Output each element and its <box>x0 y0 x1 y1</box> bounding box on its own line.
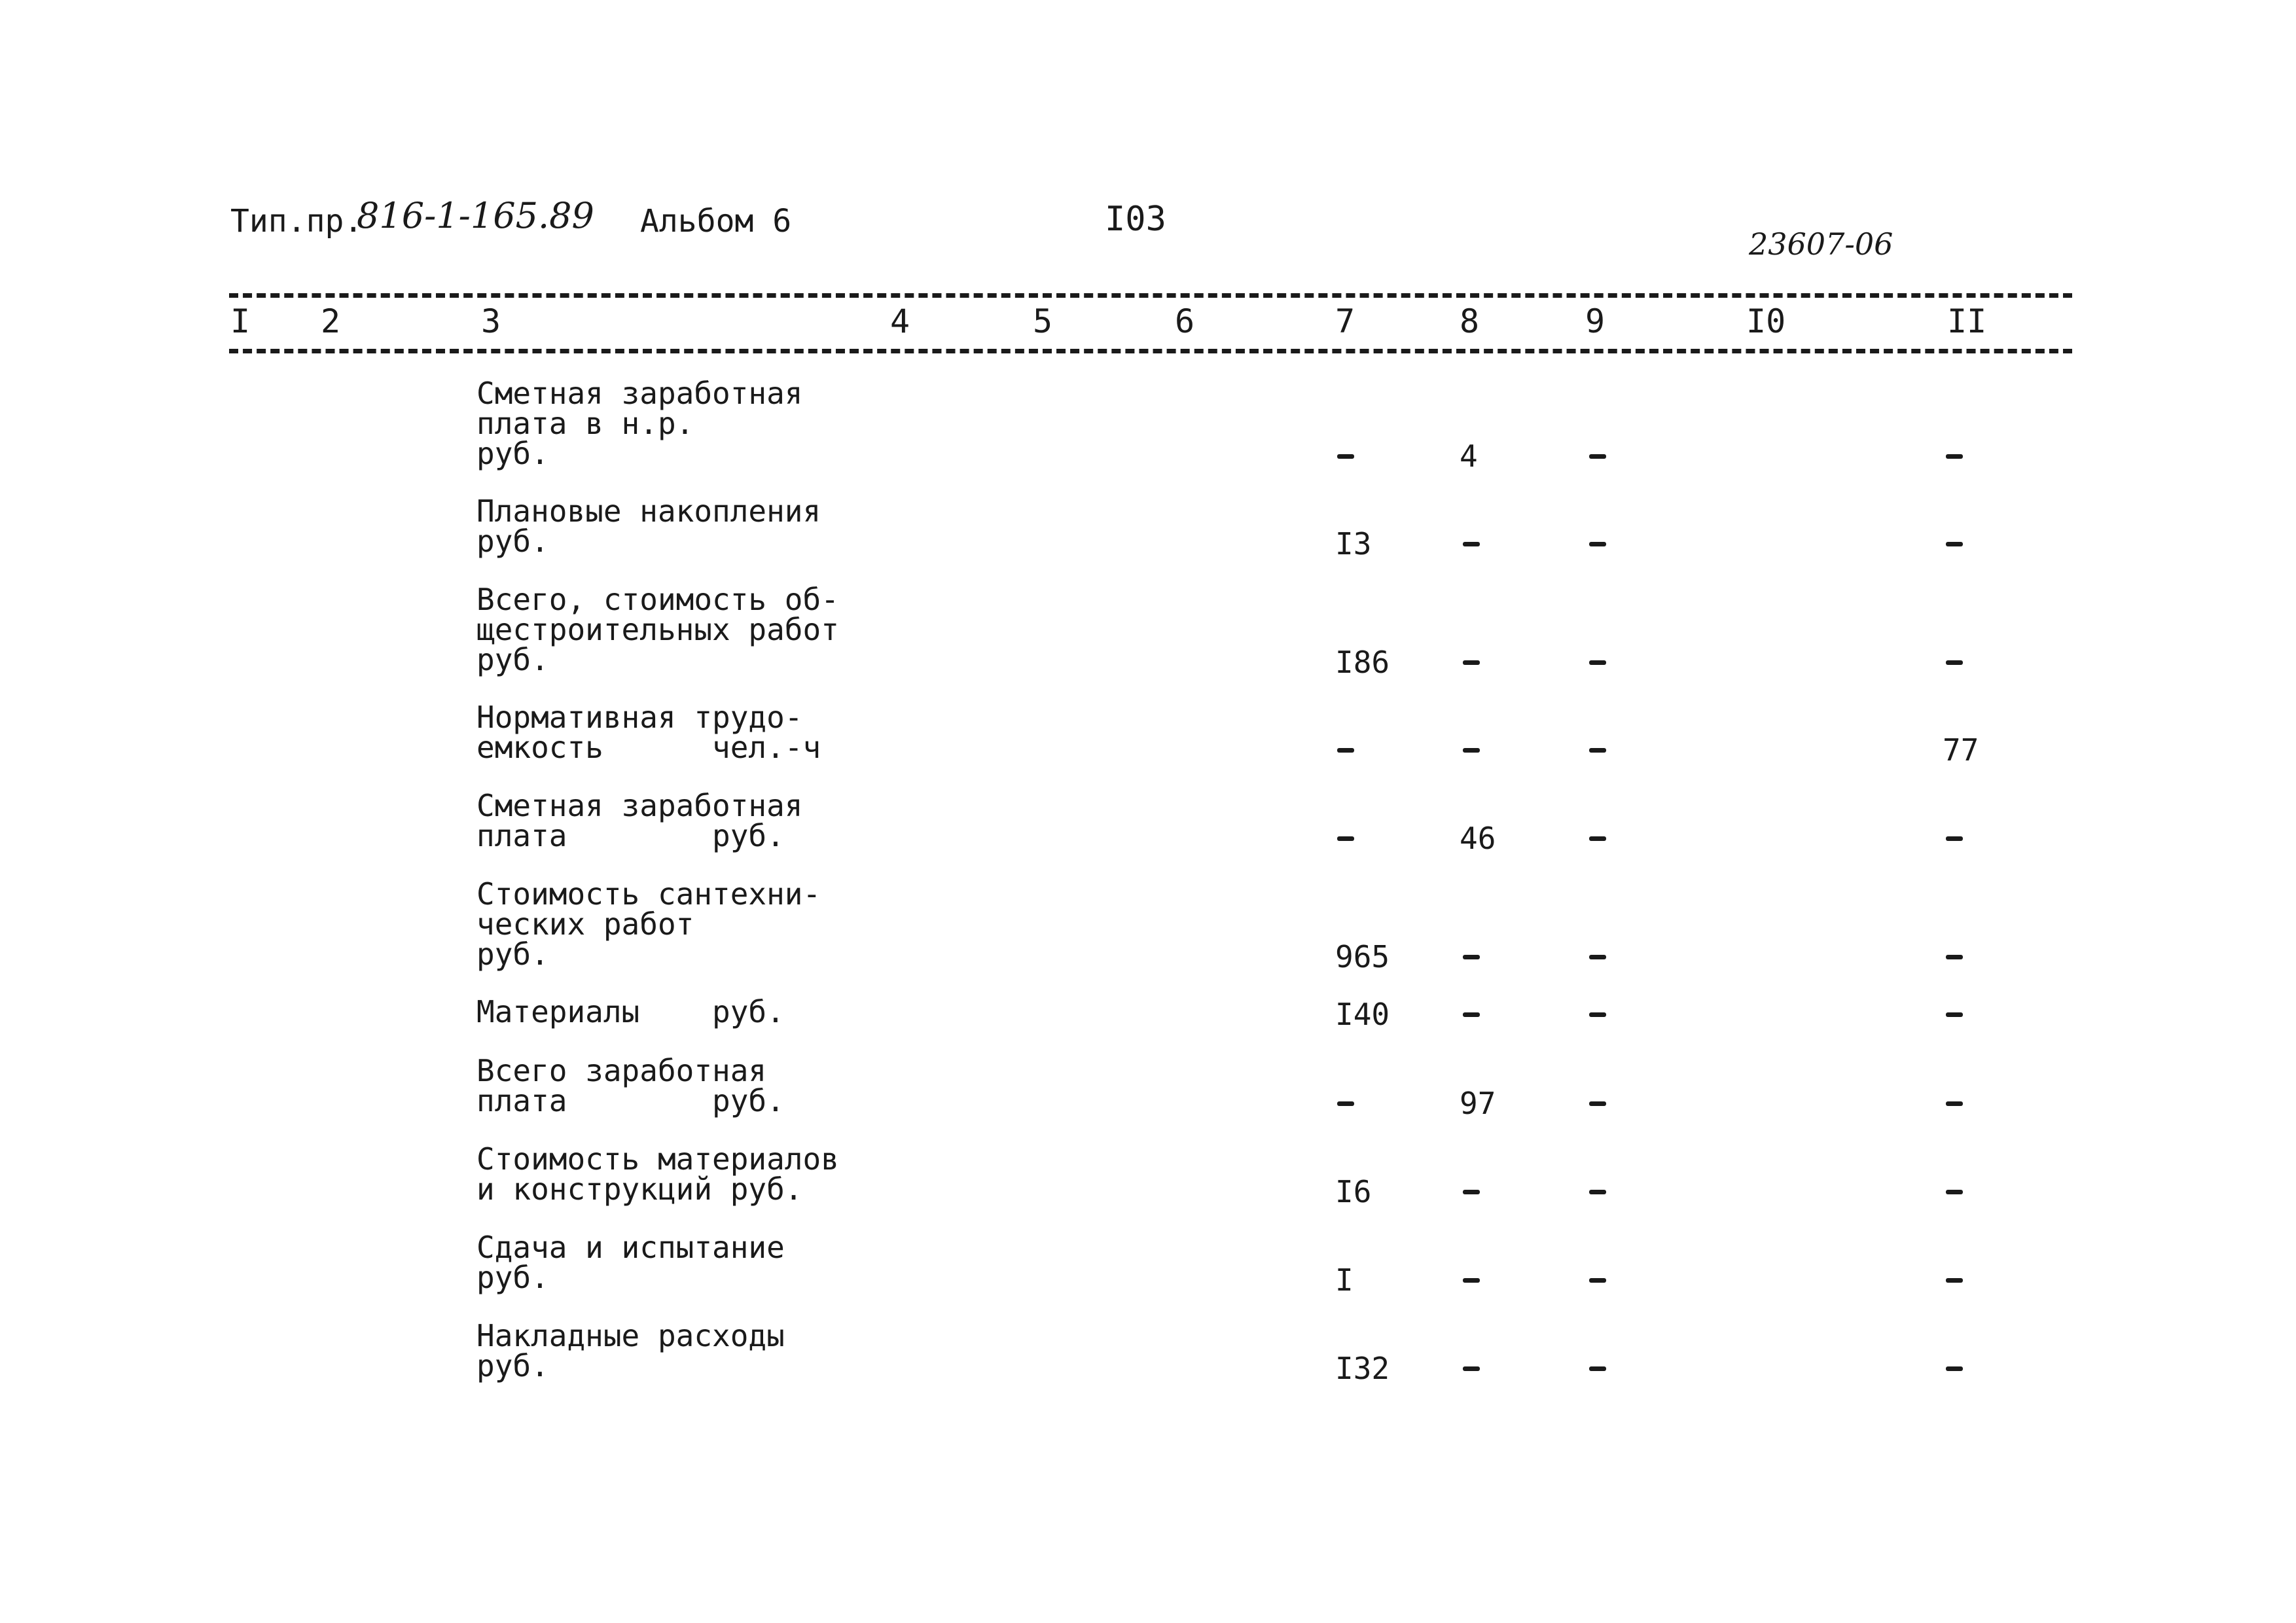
col-header-9: 9 <box>1585 302 1605 340</box>
row-label: Всего, стоимость об- щестроительных работ руб. <box>476 582 839 677</box>
value-cell: I40 <box>1335 997 1390 1032</box>
col-header-11: II <box>1947 302 1987 340</box>
empty-value-dash <box>1946 1101 1963 1106</box>
value-cell: I <box>1335 1262 1354 1298</box>
empty-value-dash <box>1463 1278 1480 1283</box>
empty-value-dash <box>1337 454 1354 459</box>
col-header-10: I0 <box>1746 302 1786 340</box>
empty-value-dash <box>1946 1366 1963 1371</box>
empty-value-dash <box>1589 1190 1606 1194</box>
table-top-rule <box>229 293 2072 298</box>
empty-value-dash <box>1589 836 1606 841</box>
empty-value-dash <box>1589 454 1606 459</box>
empty-value-dash <box>1946 1012 1963 1017</box>
col-header-1: I <box>230 302 251 340</box>
empty-value-dash <box>1946 454 1963 459</box>
empty-value-dash <box>1946 660 1963 665</box>
header-prefix: Тип.пр. <box>230 203 363 240</box>
empty-value-dash <box>1589 1012 1606 1017</box>
empty-value-dash <box>1337 1101 1354 1106</box>
empty-value-dash <box>1337 836 1354 841</box>
value-cell: I3 <box>1335 526 1372 562</box>
empty-value-dash <box>1463 955 1480 959</box>
empty-value-dash <box>1589 748 1606 753</box>
empty-value-dash <box>1946 955 1963 959</box>
row-label: Материалы руб. <box>476 994 785 1029</box>
row-label: Сдача и испытание руб. <box>476 1230 785 1295</box>
row-label: Стоимость сантехни- ческих работ руб. <box>476 876 821 972</box>
table-header-rule <box>229 349 2072 353</box>
col-header-3: 3 <box>481 302 501 340</box>
row-label: Сметная заработная плата в н.р. руб. <box>476 376 803 471</box>
empty-value-dash <box>1463 1190 1480 1194</box>
value-cell: 77 <box>1943 732 1979 768</box>
value-cell: 4 <box>1460 438 1478 474</box>
col-header-8: 8 <box>1460 302 1480 340</box>
project-code: 816-1-165.89 <box>357 195 594 236</box>
empty-value-dash <box>1946 1190 1963 1194</box>
row-label: Всего заработная плата руб. <box>476 1053 785 1118</box>
col-header-2: 2 <box>321 302 341 340</box>
row-label: Плановые накопления руб. <box>476 493 821 559</box>
empty-value-dash <box>1946 1278 1963 1283</box>
col-header-6: 6 <box>1175 302 1195 340</box>
empty-value-dash <box>1589 1101 1606 1106</box>
col-header-7: 7 <box>1335 302 1355 340</box>
empty-value-dash <box>1589 542 1606 546</box>
value-cell: 46 <box>1460 821 1496 856</box>
document-code: 23607-06 <box>1749 226 1893 262</box>
empty-value-dash <box>1589 1366 1606 1371</box>
empty-value-dash <box>1463 542 1480 546</box>
empty-value-dash <box>1946 542 1963 546</box>
empty-value-dash <box>1463 1012 1480 1017</box>
value-cell: I32 <box>1335 1351 1390 1386</box>
empty-value-dash <box>1463 748 1480 753</box>
empty-value-dash <box>1463 1366 1480 1371</box>
empty-value-dash <box>1589 955 1606 959</box>
value-cell: 965 <box>1335 939 1390 974</box>
col-header-5: 5 <box>1033 302 1053 340</box>
album-label: Альбом 6 <box>640 203 792 240</box>
row-label: Накладные расходы руб. <box>476 1318 785 1383</box>
value-cell: I86 <box>1335 645 1390 680</box>
row-label: Нормативная трудо- емкость чел.-ч <box>476 700 821 765</box>
empty-value-dash <box>1589 660 1606 665</box>
row-label: Сметная заработная плата руб. <box>476 788 803 853</box>
empty-value-dash <box>1946 836 1963 841</box>
col-header-4: 4 <box>890 302 910 340</box>
value-cell: I6 <box>1335 1174 1372 1209</box>
empty-value-dash <box>1337 748 1354 753</box>
row-label: Стоимость материалов и конструкций руб. <box>476 1141 839 1207</box>
value-cell: 97 <box>1460 1086 1496 1121</box>
empty-value-dash <box>1589 1278 1606 1283</box>
page-number: I03 <box>1105 200 1166 239</box>
empty-value-dash <box>1463 660 1480 665</box>
